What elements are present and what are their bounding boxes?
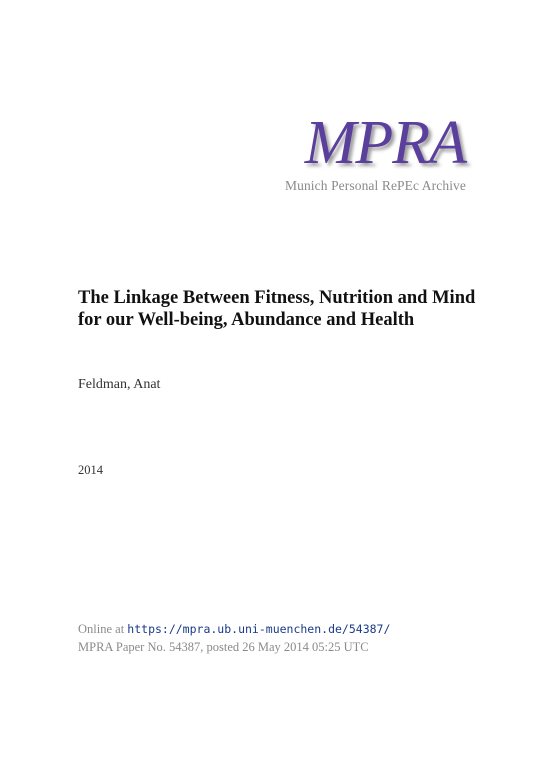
paper-url-link[interactable]: https://mpra.ub.uni-muenchen.de/54387/: [127, 622, 391, 636]
mpra-logo-block: [285, 109, 466, 194]
archive-subtitle: Munich Personal RePEc Archive: [285, 178, 466, 193]
footer: [78, 620, 390, 656]
paper-year: 2014: [78, 463, 103, 477]
paper-title: The Linkage Between Fitness, Nutrition and Mind for our Well-being, Abundance and Health: [78, 288, 476, 330]
online-line: [78, 620, 390, 638]
online-label: Online at: [78, 622, 125, 636]
paper-info: MPRA Paper No. 54387, posted 26 May 2014 05:25 UTC: [78, 640, 369, 654]
mpra-logo: MPRA: [304, 109, 466, 177]
paper-authors: Feldman, Anat: [78, 377, 161, 392]
